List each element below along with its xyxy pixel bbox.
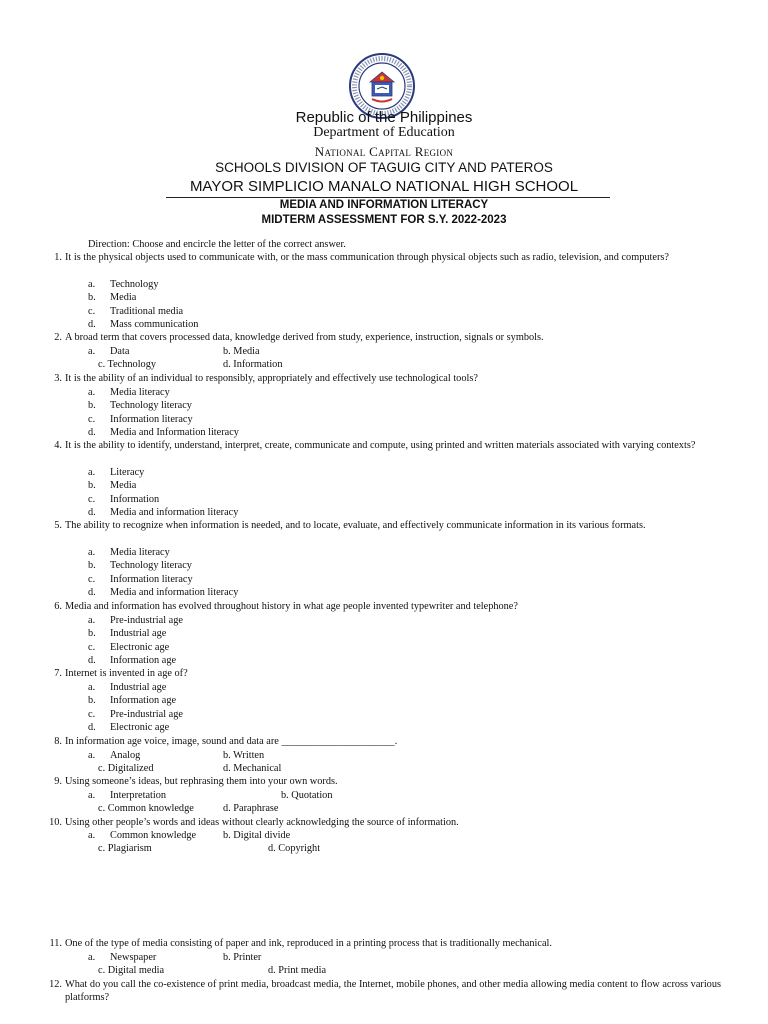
answer-option[interactable]: [88, 829, 196, 842]
answer-option[interactable]: [88, 291, 136, 304]
option-text: Media: [110, 292, 137, 304]
option-letter: a.: [88, 547, 96, 558]
option-text: b. Written: [223, 750, 265, 761]
question-number: 6.: [54, 601, 62, 612]
subject-title: MEDIA AND INFORMATION LITERACY: [279, 199, 489, 211]
option-letter: a.: [88, 387, 96, 398]
answer-option[interactable]: [223, 358, 282, 371]
answer-option[interactable]: [88, 493, 159, 506]
option-text: Industrial age: [110, 628, 167, 640]
option-text: Traditional media: [110, 305, 184, 317]
answer-option[interactable]: [88, 749, 140, 762]
option-letter: a.: [88, 615, 96, 626]
option-letter: a.: [88, 790, 96, 801]
option-text: Literacy: [110, 467, 145, 478]
exam-title: MIDTERM ASSESSMENT FOR S.Y. 2022-2023: [261, 214, 507, 226]
answer-option[interactable]: [88, 573, 193, 586]
option-text: Information age: [110, 655, 177, 667]
option-letter: c.: [88, 493, 96, 505]
question-text: It is the ability to identify, understand, interpret, create, communicate and compute, using printed and written materials associated with varying contexts?: [65, 440, 696, 451]
option-letter: b.: [88, 628, 96, 640]
option-text: Newspaper: [110, 952, 157, 963]
answer-option[interactable]: [98, 964, 164, 977]
answer-option[interactable]: [88, 641, 169, 654]
option-letter: a.: [88, 346, 96, 357]
question-number: 3.: [54, 373, 62, 384]
answer-option[interactable]: [88, 506, 238, 519]
option-text: Media literacy: [110, 547, 170, 558]
question-number: 10.: [49, 817, 62, 828]
answer-option[interactable]: [88, 614, 183, 627]
question-text: It is the ability of an individual to responsibly, appropriately and effectively use technological tools?: [65, 373, 478, 384]
option-text: d. Print media: [268, 965, 327, 977]
question-number: 2.: [54, 332, 62, 343]
answer-option[interactable]: [88, 386, 170, 399]
division-heading: SCHOOLS DIVISION OF TAGUIG CITY AND PATEROS: [215, 160, 553, 175]
answer-option[interactable]: [98, 802, 194, 815]
answer-option[interactable]: [88, 951, 156, 964]
header-divider: [166, 197, 610, 198]
option-text: Media and information literacy: [110, 507, 239, 519]
answer-option[interactable]: [223, 762, 281, 775]
question-number: 11.: [49, 938, 62, 949]
option-letter: b.: [88, 480, 96, 492]
question-number: 12.: [49, 979, 62, 990]
question-text: In information age voice, image, sound and data are ______________________.: [65, 736, 398, 747]
option-text: Pre-industrial age: [110, 708, 183, 720]
option-letter: d.: [88, 655, 96, 667]
answer-option[interactable]: [88, 466, 144, 479]
option-text: Interpretation: [110, 790, 167, 801]
question-text: Using someone’s ideas, but rephrasing them into your own words.: [65, 776, 338, 787]
option-letter: a.: [88, 952, 96, 963]
option-text: b. Printer: [223, 952, 262, 963]
option-letter: a.: [88, 467, 96, 478]
answer-option[interactable]: [88, 278, 158, 291]
option-text: c. Digitalized: [98, 763, 154, 775]
answer-option[interactable]: [88, 708, 183, 721]
answer-option[interactable]: [88, 681, 166, 694]
option-text: Information age: [110, 695, 177, 707]
answer-option[interactable]: [88, 789, 166, 802]
option-text: Information literacy: [110, 573, 193, 585]
answer-option[interactable]: [88, 654, 176, 667]
answer-option[interactable]: [88, 546, 170, 559]
question-number: 1.: [54, 252, 62, 263]
option-text: Data: [110, 346, 130, 357]
option-letter: d.: [88, 507, 96, 519]
option-text: Pre-industrial age: [110, 615, 183, 626]
option-letter: a.: [88, 830, 96, 841]
answer-option[interactable]: [98, 358, 156, 371]
answer-option[interactable]: [88, 413, 193, 426]
option-text: d. Information: [223, 359, 283, 371]
option-text: Industrial age: [110, 682, 167, 693]
option-text: b. Quotation: [281, 790, 333, 801]
option-text: c. Technology: [98, 359, 156, 371]
answer-option[interactable]: [223, 951, 261, 964]
question-number: 9.: [54, 776, 62, 787]
region-heading: National Capital Region: [314, 144, 454, 159]
question-text: The ability to recognize when information is needed, and to locate, evaluate, and effectively communicate information in its various formats.: [65, 520, 646, 531]
option-text: Media: [110, 480, 137, 492]
option-text: Electronic age: [110, 641, 170, 653]
answer-option[interactable]: [281, 789, 332, 802]
option-text: Technology: [110, 279, 159, 290]
option-letter: d.: [88, 587, 96, 599]
option-text: c. Digital media: [98, 965, 165, 977]
direction-text: Direction: Choose and encircle the letter of the correct answer.: [88, 239, 346, 250]
question-text: One of the type of media consisting of paper and ink, reproduced in a printing process that is traditionally mechanical.: [65, 938, 552, 949]
answer-option[interactable]: [88, 721, 169, 734]
answer-option[interactable]: [88, 479, 136, 492]
option-letter: b.: [88, 560, 96, 572]
option-text: Electronic age: [110, 722, 170, 734]
option-text: Media and Information literacy: [110, 427, 239, 439]
answer-option[interactable]: [88, 305, 183, 318]
option-text: Technology literacy: [110, 560, 192, 572]
school-heading: MAYOR SIMPLICIO MANALO NATIONAL HIGH SCHOOL: [189, 178, 579, 195]
question-text: Media and information has evolved throughout history in what age people invented typewriter and telephone?: [65, 601, 518, 612]
option-letter: d.: [88, 319, 96, 331]
question-text: It is the physical objects used to communicate with, or the mass communication through physical objects such as radio, television, and computers?: [65, 252, 669, 263]
option-text: Technology literacy: [110, 400, 192, 412]
option-text: b. Digital divide: [223, 830, 291, 841]
option-text: Information literacy: [110, 413, 193, 425]
answer-option[interactable]: [88, 694, 176, 707]
option-text: c. Plagiarism: [98, 843, 152, 855]
question-number: 5.: [54, 520, 62, 531]
option-text: d. Paraphrase: [223, 803, 279, 815]
option-text: d. Copyright: [268, 843, 321, 855]
department-heading: Department of Education: [313, 125, 455, 140]
option-letter: b.: [88, 292, 96, 304]
option-text: Analog: [110, 750, 141, 761]
question-number: 4.: [54, 440, 62, 451]
republic-heading: Republic of the Philippines: [295, 109, 473, 126]
question-text: Using other people’s words and ideas without clearly acknowledging the source of information.: [65, 817, 459, 828]
answer-option[interactable]: [268, 964, 326, 977]
answer-option[interactable]: [223, 829, 290, 842]
option-letter: c.: [88, 305, 96, 317]
option-letter: a.: [88, 750, 96, 761]
question-text: A broad term that covers processed data, knowledge derived from study, experience, instruction, signals or symbols.: [65, 332, 544, 343]
answer-option[interactable]: [268, 842, 320, 855]
option-text: Information: [110, 493, 160, 505]
answer-option[interactable]: [98, 762, 153, 775]
option-letter: a.: [88, 682, 96, 693]
answer-option[interactable]: [98, 842, 152, 855]
option-text: Media and information literacy: [110, 587, 239, 599]
option-letter: a.: [88, 279, 96, 290]
answer-option[interactable]: [88, 318, 198, 331]
answer-option[interactable]: [88, 345, 129, 358]
option-letter: b.: [88, 695, 96, 707]
option-letter: c.: [88, 413, 96, 425]
answer-option[interactable]: [223, 345, 260, 358]
option-letter: b.: [88, 400, 96, 412]
answer-option[interactable]: [88, 627, 166, 640]
answer-option[interactable]: [88, 426, 239, 439]
option-text: Mass communication: [110, 319, 199, 331]
question-text: What do you call the co-existence of print media, broadcast media, the Internet, mobile phones, and other media allowing media content to flow across various platforms?: [65, 979, 721, 1004]
question-number: 8.: [54, 736, 62, 747]
option-letter: c.: [88, 573, 96, 585]
question-number: 7.: [54, 668, 62, 679]
option-letter: d.: [88, 427, 96, 439]
question-text: Internet is invented in age of?: [65, 668, 188, 679]
option-text: d. Mechanical: [223, 763, 282, 775]
answer-option[interactable]: [88, 399, 192, 412]
answer-option[interactable]: [88, 559, 192, 572]
option-text: b. Media: [223, 346, 260, 357]
answer-option[interactable]: [223, 749, 264, 762]
option-letter: c.: [88, 708, 96, 720]
answer-option[interactable]: [223, 802, 278, 815]
answer-option[interactable]: [88, 586, 238, 599]
option-text: c. Common knowledge: [98, 803, 194, 815]
option-letter: d.: [88, 722, 96, 734]
option-letter: c.: [88, 641, 96, 653]
option-text: Common knowledge: [110, 830, 197, 841]
option-text: Media literacy: [110, 387, 170, 398]
